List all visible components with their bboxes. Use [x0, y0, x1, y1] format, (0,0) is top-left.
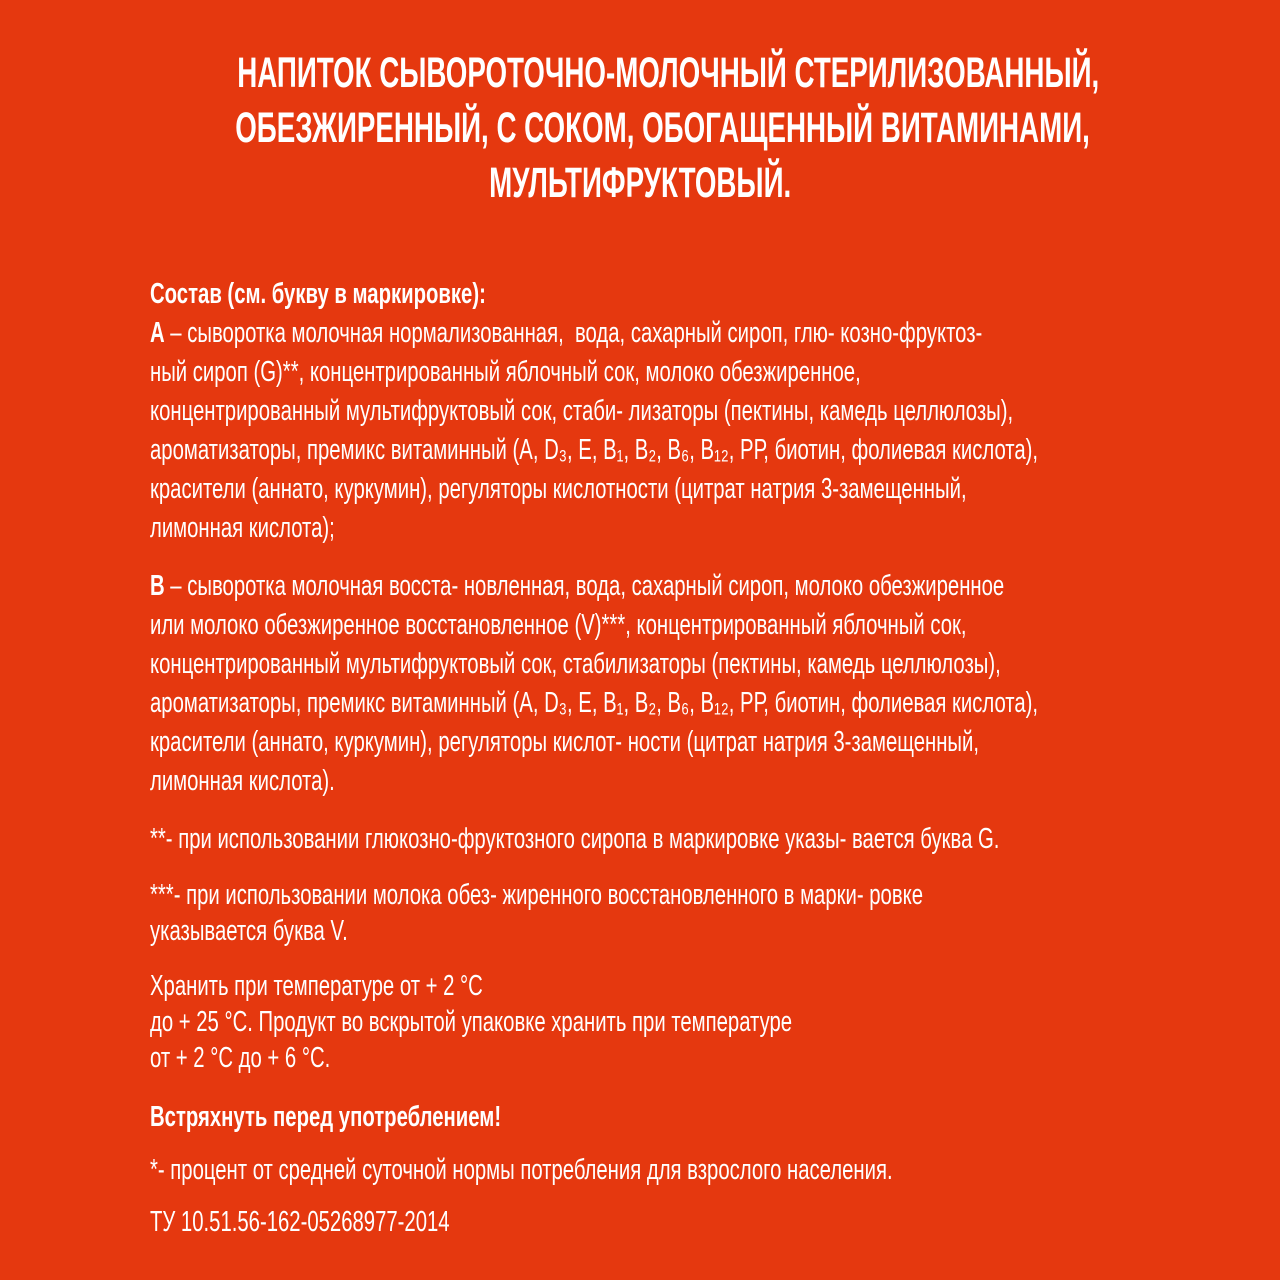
text-line: ароматизаторы, премикс витаминный (А, D₃, Е, В₁, В₂, В₆, В₁₂, РР, биотин, фолиевая кислота), — [150, 434, 1039, 466]
text-line: Хранить при температуре от + 2 °С — [150, 970, 483, 1002]
daily-norm-footnote — [150, 1151, 1260, 1190]
text-line: лимонная кислота). — [150, 765, 335, 797]
text-line: концентрированный мультифруктовый сок, стаби- лизаторы (пектины, камедь целлюлозы), — [150, 395, 1014, 427]
text-line: концентрированный мультифруктовый сок, стабилизаторы (пектины, камедь целлюлозы), — [150, 648, 1001, 680]
composition-variant-b — [150, 567, 1260, 801]
daily-norm-footnote-text: *- процент от средней суточной нормы потребления для взрослого населения. — [150, 1154, 893, 1186]
text-line: до + 25 °С. Продукт во вскрытой упаковке хранить при температуре — [150, 1006, 793, 1038]
composition-heading — [150, 275, 1260, 314]
text-line: указывается буква V. — [150, 915, 348, 947]
composition-variant-a — [150, 314, 1260, 548]
variant-b-lines — [150, 606, 1260, 801]
variant-a-first-line — [150, 314, 1260, 353]
shake-notice-text: Встряхнуть перед употреблением! — [150, 1101, 502, 1133]
text-line: красители (аннато, куркумин), регуляторы кислотности (цитрат натрия 3-замещенный, — [150, 473, 967, 505]
text-line: МУЛЬТИФРУКТОВЫЙ. — [488, 159, 792, 207]
composition-heading-text: Состав (см. букву в маркировке): — [150, 278, 486, 310]
text-line: ***- при использовании молока обез- жиренного восстановленного в марки- ровке — [150, 879, 924, 911]
storage-instructions — [150, 968, 1260, 1076]
text-line: ароматизаторы, премикс витаминный (А, D₃, Е, В₁, В₂, В₆, В₁₂, РР, биотин, фолиевая кислота), — [150, 687, 1039, 719]
variant-a-letter: А — [150, 317, 165, 349]
text-line: **- при использовании глюкозно-фруктозного сиропа в маркировке указы- вается буква G. — [150, 823, 1000, 855]
text-line: лимонная кислота); — [150, 512, 335, 544]
text-line: НАПИТОК СЫВОРОТОЧНО-МОЛОЧНЫЙ СТЕРИЛИЗОВАННЫЙ, — [237, 49, 1100, 97]
product-title — [0, 0, 1280, 211]
text-line: ный сироп (G)**, концентрированный яблочный сок, молоко обезжиренное, — [150, 356, 861, 388]
variant-b-first-line — [150, 567, 1260, 606]
variant-b-first-line-text: – сыворотка молочная восста- новленная, вода, сахарный сироп, молоко обезжиренное — [164, 570, 1005, 602]
text-line: красители (аннато, куркумин), регуляторы кислот- ности (цитрат натрия 3-замещенный, — [150, 726, 979, 758]
footnote-triple-star — [150, 877, 1260, 949]
footnote-double-star — [150, 820, 1260, 859]
text-line: от + 2 °С до + 6 °С. — [150, 1042, 331, 1074]
composition-heading-line — [150, 275, 1260, 314]
text-line: ОБЕЗЖИРЕННЫЙ, С СОКОМ, ОБОГАЩЕННЫЙ ВИТАМИНАМИ, — [235, 104, 1090, 152]
label-body — [0, 275, 1280, 1242]
variant-a-lines — [150, 353, 1260, 548]
variant-a-first-line-text: – сыворотка молочная нормализованная, вода, сахарный сироп, глю- козно-фруктоз- — [164, 317, 983, 349]
text-line: или молоко обезжиренное восстановленное (V)***, концентрированный яблочный сок, — [150, 609, 967, 641]
specification-number-text: ТУ 10.51.56-162-05268977-2014 — [150, 1206, 450, 1238]
shake-notice — [150, 1098, 1260, 1137]
variant-b-letter: В — [150, 570, 165, 602]
specification-number — [150, 1203, 1260, 1242]
